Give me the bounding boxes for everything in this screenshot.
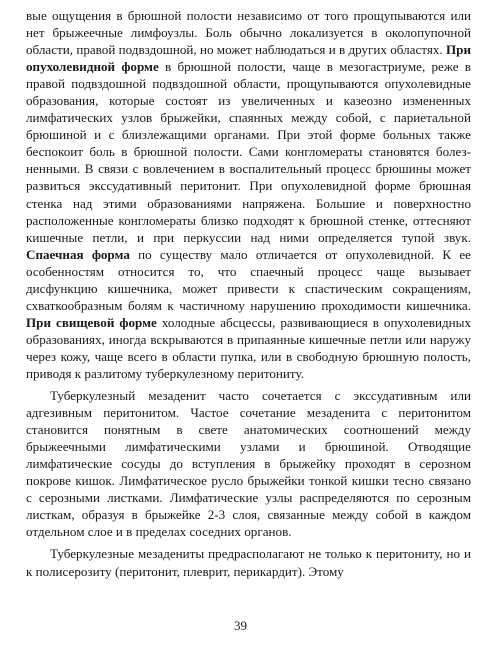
- paragraph-forms: [26, 7, 471, 382]
- text-run: холодные абсцессы, развивающиеся в опухолевидных образованиях, иногда вскрываются в припаянные кишечные петли или наружу через кожу, чаще всего в области пупка, или в свободную брюшную полость, приводя к разлитому туберкулезному перитониту.: [26, 314, 471, 381]
- text-run: по существу мало отличается от опухолевидной. К ее особенностям относится то, что спаечный процесс чаще вызывает дисфункцию кишечника, может привести к спастическим сокращениям, схваткообразным болям к частичному нарушению проходимости кишечника.: [26, 246, 471, 313]
- text-run: Туберкулезный мезаденит часто сочетается с экссудативным или адгезивным перитонитом. Частое сочетание мезаденита с перитонитом становится понятным в свете анатомических соотношений между брыжеечными лимфатическими узлами и брюшиной. Отводящие лимфатические сосуды до вступления в брыжейку проходят в серозном покрове кишок. Лимфатическое русло брыжейки тонкой кишки тесно связано с серозными листками. Лимфатические узлы распределяются по серозным листкам, образуя в брыжейке 2-3 слоя, связанные между собой в каждом отдельном слое и в пределах соседних органов.: [26, 388, 471, 540]
- text-run: Туберкулезные мезадениты предрасполагают не только к перитониту, но и к полисерозиту (перитонит, плеврит, перикардит). Этому: [26, 546, 471, 579]
- bold-term-fistula-form: При свищевой форме: [26, 314, 157, 330]
- text-run: вые ощущения в брюшной полости независимо от того прощупываются или нет брыжеечные лимфоузлы. Боль обычно локализуется в околопупочной области, правой подвздошной, но может наблюдаться и в других областях.: [26, 8, 471, 58]
- text-run: в брюшной полости, чаще в мезогастриуме, реже в правой подвздошной подвздошной области, прощупываются опухолевидные образования, которые состоят из увеличенных и казеозно измененных лимфатических узлов брыжейки, спаянных между собой, с париетальной брюшиной и с близлежащими органами. При этой форме больных также беспокоит боль в брюшной полости. Сами конгломераты становятся болезненными. В связи с вовлечением в воспалительный процесс брюшины может развиться экссудативный перитонит. При опухолевидной форме брюшная стенка над этими образованиями напряжена. Большие и поверхностно расположенные конгломераты близко подходят к брюшной стенке, оттесняют кишечные петли, и при перкуссии над ними определяется тупой звук.: [26, 59, 471, 245]
- bold-term-adhesive-form: Спаечная форма: [26, 246, 130, 262]
- page-number: 39: [234, 618, 247, 633]
- paragraph-mesadenitis-peritonitis: [26, 387, 471, 540]
- body-text: [26, 7, 471, 580]
- bold-term-tumor-form: При опухолевидной форме: [26, 42, 471, 75]
- paragraph-polyserositis: [26, 545, 471, 579]
